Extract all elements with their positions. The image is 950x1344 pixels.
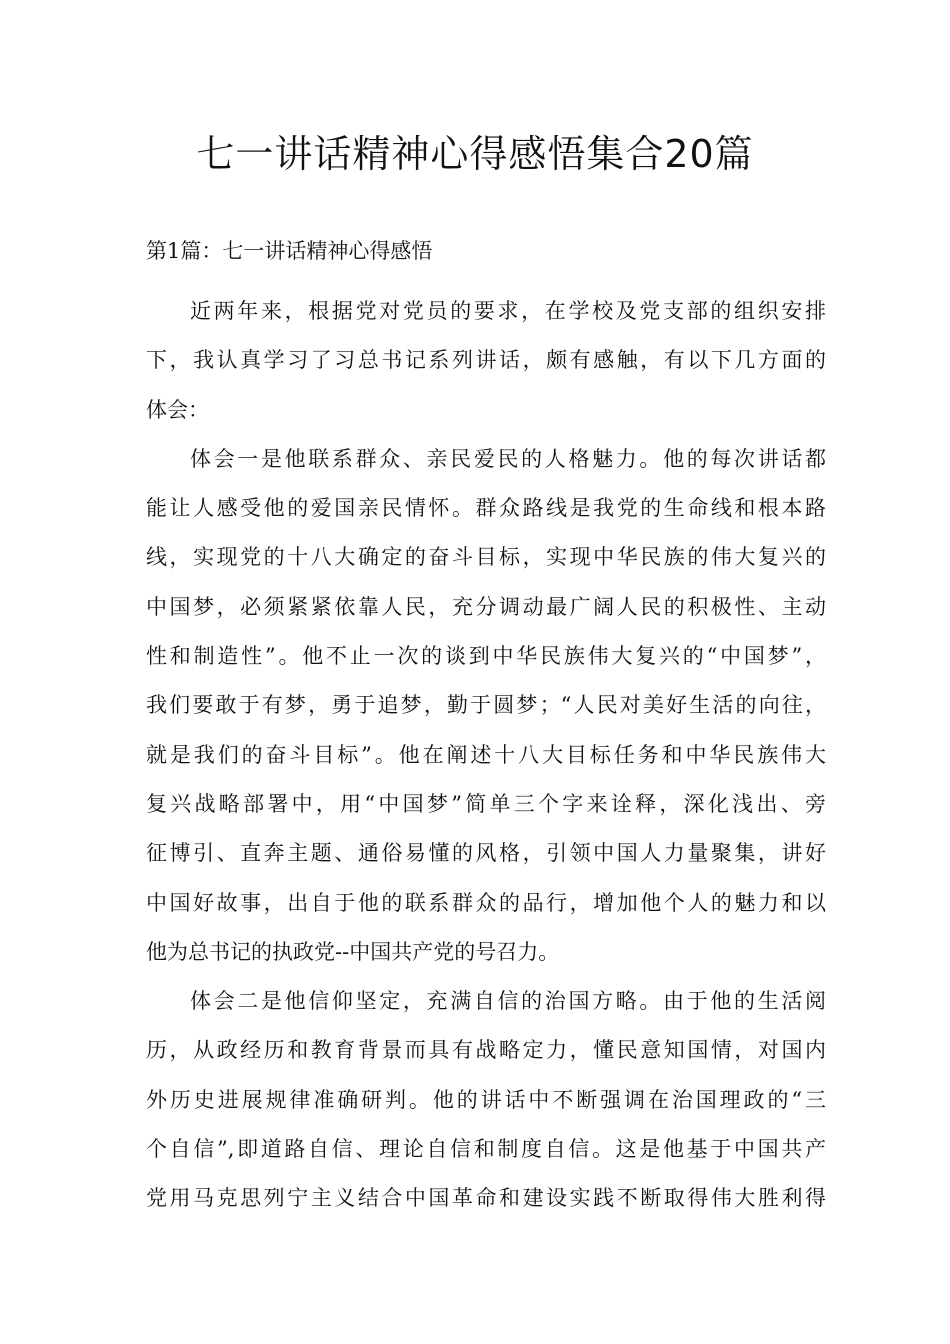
text-line: 历，从政经历和教育背景而具有战略定力，懂民意知国情，对国内: [146, 1038, 826, 1063]
text-line: 近两年来，根据党对党员的要求，在学校及党支部的组织安排: [190, 299, 826, 323]
paragraph-intro: [146, 287, 826, 435]
text-line: 个自信”,即道路自信、理论自信和制度自信。这是他基于中国共产: [146, 1137, 826, 1162]
text-line: 体会一是他联系群众、亲民爱民的人格魅力。他的每次讲话都: [190, 446, 826, 471]
text-line: 性和制造性”。他不止一次的谈到中华民族伟大复兴的“中国梦”，: [146, 644, 826, 669]
paragraph-insight-one: [146, 435, 826, 977]
text-line: 下，我认真学习了习总书记系列讲话，颇有感触，有以下几方面的: [146, 348, 826, 373]
text-line: 线，实现党的十八大确定的奋斗目标，实现中华民族的伟大复兴的: [146, 545, 826, 570]
text-line: 他为总书记的执政党--中国共产党的号召力。: [146, 939, 560, 964]
text-line: 复兴战略部署中，用“中国梦”简单三个字来诠释，深化浅出、旁: [146, 791, 826, 816]
text-line: 中国梦，必须紧紧依靠人民，充分调动最广阔人民的积极性、主动: [146, 594, 826, 619]
document-body: [146, 287, 826, 1224]
text-line: 我们要敢于有梦，勇于追梦，勤于圆梦；“人民对美好生活的向往，: [146, 693, 826, 718]
paragraph-insight-two: [146, 977, 826, 1223]
section-heading: 第1篇：七一讲话精神心得感悟: [146, 239, 433, 263]
document-title: 七一讲话精神心得感悟集合20篇: [196, 132, 754, 176]
text-line: 征博引、直奔主题、通俗易懂的风格，引领中国人力量聚集，讲好: [146, 841, 826, 866]
text-line: 体会：: [146, 397, 209, 422]
text-line: 中国好故事，出自于他的联系群众的品行，增加他个人的魅力和以: [146, 890, 826, 915]
text-line: 外历史进展规律准确研判。他的讲话中不断强调在治国理政的“三: [146, 1087, 826, 1112]
text-line: 就是我们的奋斗目标”。他在阐述十八大目标任务和中华民族伟大: [146, 742, 826, 767]
text-line: 体会二是他信仰坚定，充满自信的治国方略。由于他的生活阅: [190, 989, 826, 1014]
text-line: 能让人感受他的爱国亲民情怀。群众路线是我党的生命线和根本路: [146, 496, 826, 521]
text-line: 党用马克思列宁主义结合中国革命和建设实践不断取得伟大胜利得: [146, 1186, 826, 1211]
